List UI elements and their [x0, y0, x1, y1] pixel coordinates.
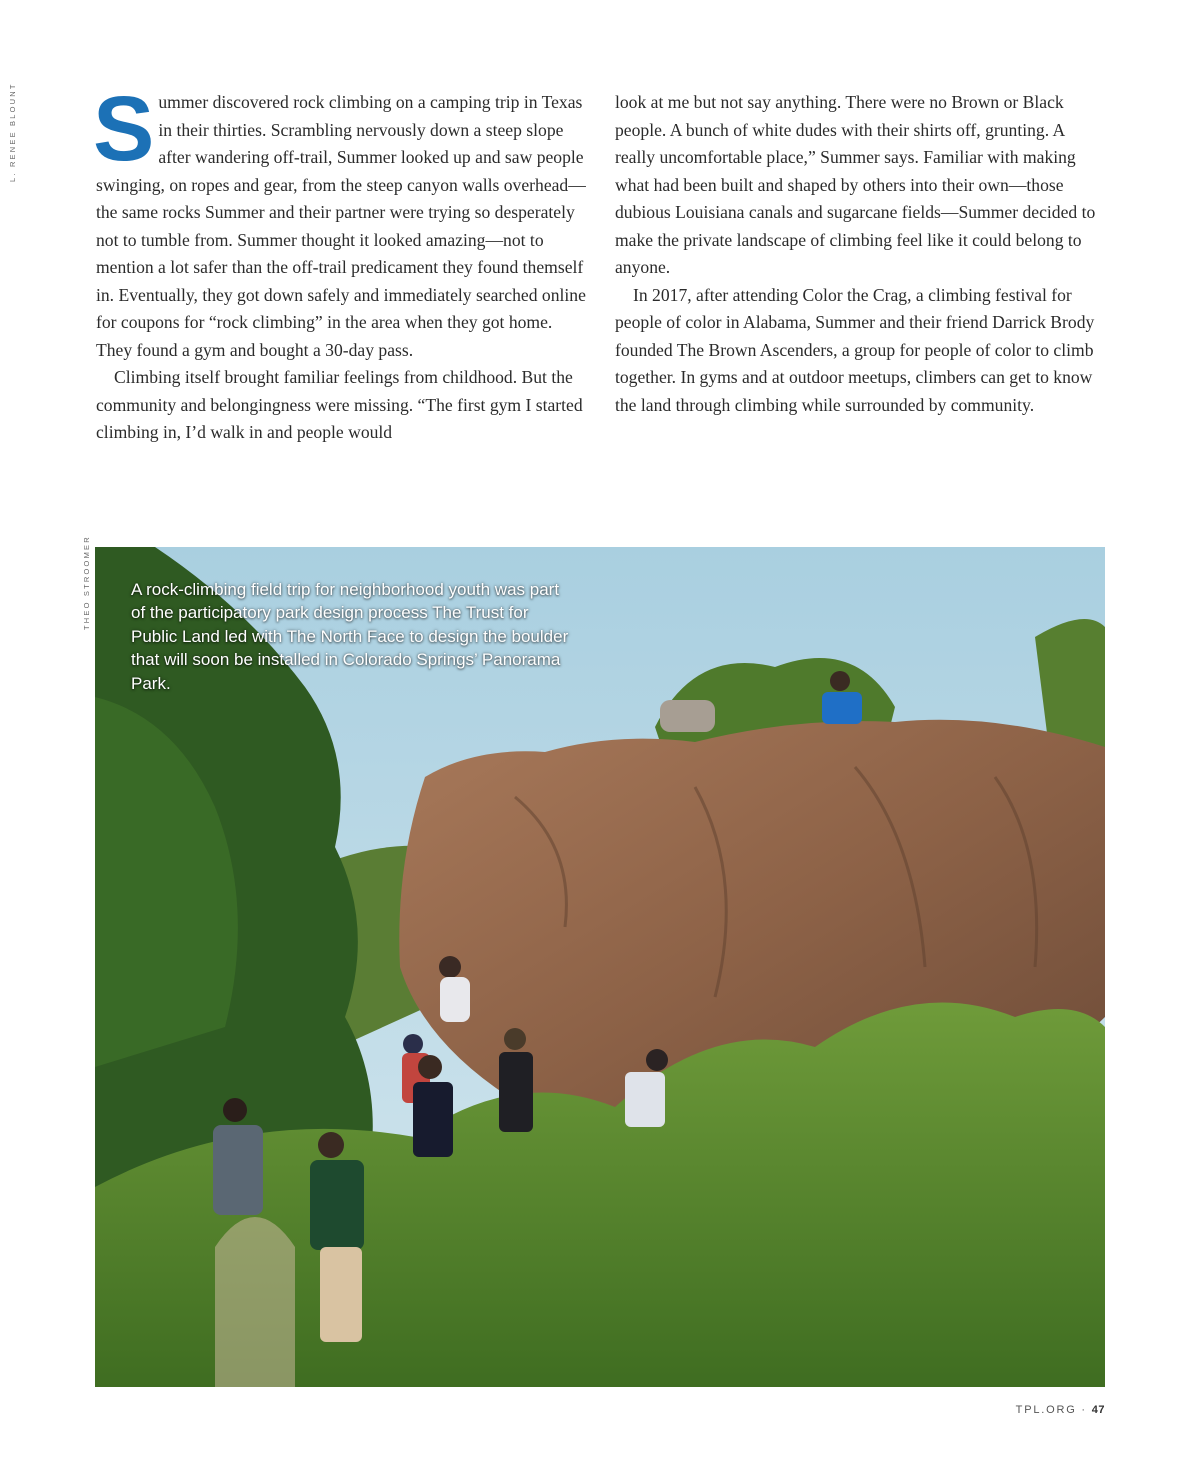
page-number: 47	[1091, 1404, 1105, 1416]
article-column-right	[615, 89, 1105, 419]
photo-caption: A rock-climbing field trip for neighborhood youth was part of the participatory park design process The Trust for Public Land led with The North Face to design the boulder that will soon be installed in Colorado Springs’ Panorama Park.	[131, 580, 569, 693]
page-footer	[1016, 1404, 1105, 1416]
article-column-left	[93, 78, 586, 447]
article-paragraph	[93, 78, 586, 364]
article-paragraph: In 2017, after attending Color the Crag, a climbing festival for people of color in Alabama, Summer and their friend Darrick Brody founded The Brown Ascenders, a group for people of color to climb together. In gyms and at outdoor meetups, climbers can get to know the land through climbing while surrounded by community.	[615, 284, 1095, 415]
paragraph-text: ummer discovered rock climbing on a camping trip in Texas in their thirties. Scrambling nervously down a steep slope after wandering off-trail, Summer looked up and saw people swinging, on ropes and gear, from the steep canyon walls overhead—the same rocks Summer and their partner were trying so desperately not to tumble from. Summer thought it looked amazing—not to mention a lot safer than the off-trail predicament they found themself in. Eventually, they got down safely and immediately searched online for coupons for “rock climbing” in the area when they got home. They found a gym and bought a 30-day pass.	[96, 92, 586, 360]
site-url: TPL.ORG ·	[1015, 1404, 1087, 1416]
article-paragraph: look at me but not say anything. There were no Brown or Black people. A bunch of white dudes with their shirts off, grunting. A really uncomfortable place,” Summer says. Familiar with making what had been built and shaped by others into their own—those dubious Louisiana canals and sugarcane fields—Summer decided to make the private landscape of climbing feel like it could belong to anyone.	[615, 92, 1096, 277]
drop-cap: S	[93, 78, 155, 180]
trail	[215, 1217, 295, 1387]
author-credit: L. RENEE BLOUNT	[8, 82, 17, 182]
article-paragraph: Climbing itself brought familiar feelings from childhood. But the community and belongingness were missing. “The first gym I started climbing in, I’d walk in and people would	[96, 367, 583, 442]
photo-credit: THEO STROOMER	[82, 535, 91, 630]
